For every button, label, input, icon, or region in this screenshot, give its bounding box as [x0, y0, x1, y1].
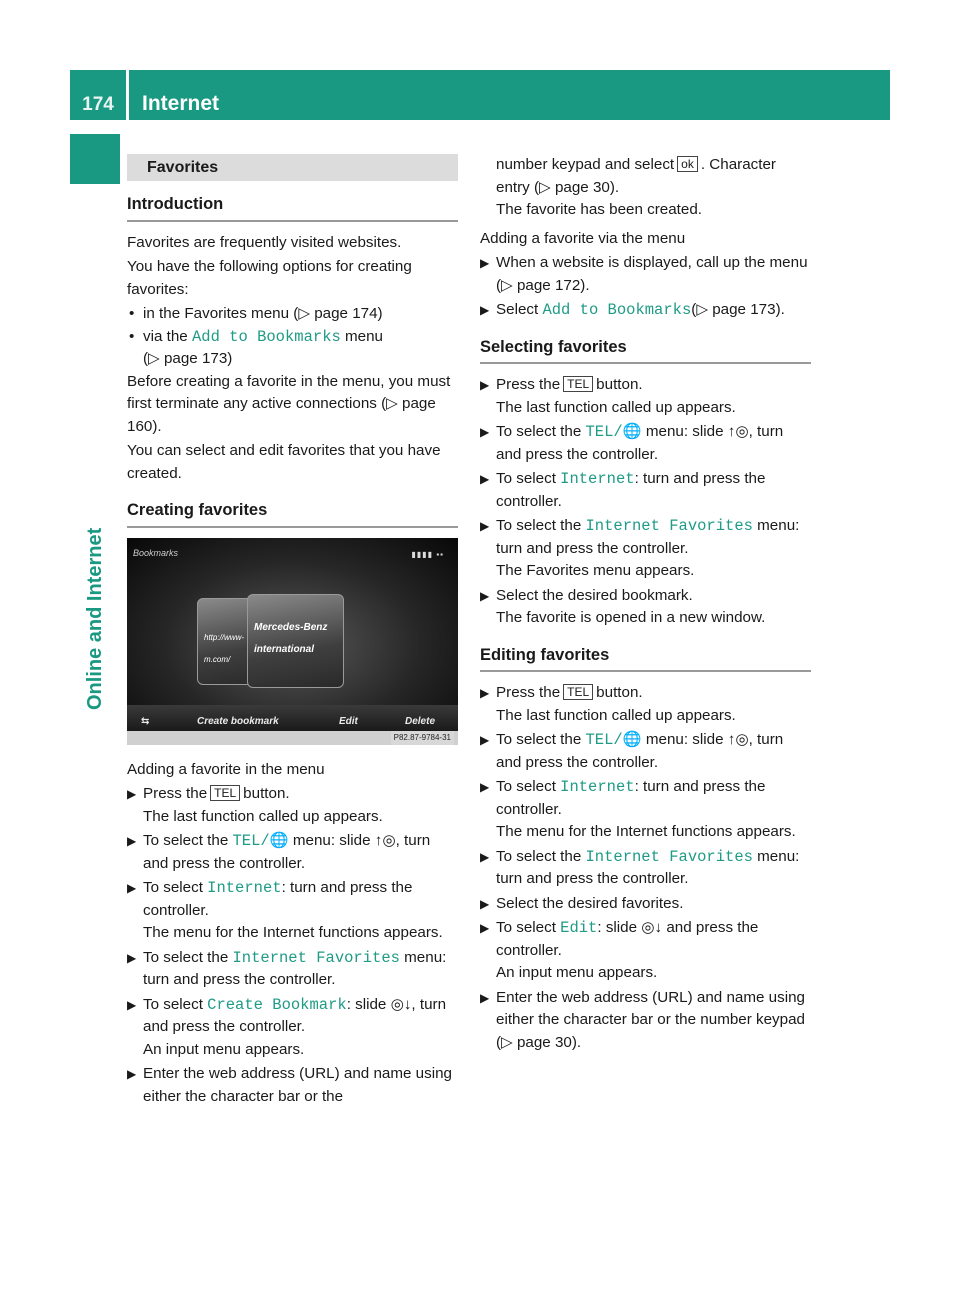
side-tab-marker	[70, 134, 120, 184]
step: ▶ Enter the web address (URL) and name using either the character bar or the	[127, 1065, 452, 1105]
intro-text: You can select and edit favorites that you have created.	[127, 442, 441, 482]
step: ▶ To select the TEL/🌐 menu: slide ↑◎, turn and press the controller.	[480, 423, 784, 463]
menu-code: Add to Bookmarks	[191, 327, 341, 346]
bullet-item: • via the Add to Bookmarks menu (▷ page 173)	[127, 326, 458, 371]
step-continued: number keypad and select ok . Character entry (▷ page 30). The favorite has been created.	[496, 156, 776, 218]
step: ▶ To select Internet: turn and press the controller. The menu for the Internet functions appears.	[127, 879, 443, 941]
create-bookmark-item: Create bookmark	[197, 715, 279, 727]
step: ▶ Enter the web address (URL) and name using either the character bar or the number keypad (▷ page 30).	[480, 988, 805, 1051]
globe-icon: 🌐	[269, 832, 289, 849]
creating-heading: Creating favorites	[127, 499, 458, 528]
left-column	[127, 154, 458, 1110]
tel-key-icon: TEL	[210, 785, 240, 801]
bullet-item: • in the Favorites menu (▷ page 174)	[127, 303, 458, 326]
display-screen	[127, 538, 458, 731]
display-title: Bookmarks	[133, 547, 179, 558]
intro-text: Before creating a favorite in the menu, you must first terminate any active connections (▷ page 160).	[127, 372, 451, 435]
intro-text: You have the following options for creating favorites:	[127, 258, 412, 298]
page-title: Internet	[142, 92, 220, 115]
step: ▶ To select the Internet Favorites menu: turn and press the controller. The Favorites menu appears.	[480, 517, 800, 579]
step: ▶ To select the Internet Favorites menu: turn and press the controller.	[127, 948, 447, 988]
display-menubar	[127, 705, 458, 731]
step: ▶ Select the desired bookmark. The favorite is opened in a new window.	[480, 586, 766, 626]
intro-heading: Introduction	[127, 193, 458, 222]
page-number: 174	[82, 94, 114, 115]
bookmark-card-selected: Mercedes-Benz international	[247, 594, 344, 688]
globe-icon: 🌐	[622, 731, 642, 748]
tel-key-icon: TEL	[563, 376, 593, 392]
edit-item: Edit	[339, 715, 358, 727]
step: ▶ To select the TEL/🌐 menu: slide ↑◎, turn and press the controller.	[480, 731, 784, 771]
delete-item: Delete	[405, 715, 436, 727]
section-title: Favorites	[127, 154, 458, 181]
step: ▶ Press the TEL button. The last function called up appears.	[480, 376, 736, 416]
step: ▶ Select the desired favorites.	[480, 894, 684, 912]
step: ▶ Press the TEL button. The last function called up appears.	[127, 785, 383, 825]
ok-key-icon: ok	[677, 156, 698, 172]
chapter-label: Online and Internet	[84, 527, 106, 710]
right-column	[480, 154, 811, 1056]
step: ▶ To select Edit: slide ◎↓ and press the controller. An input menu appears.	[480, 919, 759, 981]
step: ▶ Press the TEL button. The last function called up appears.	[480, 684, 736, 724]
back-icon: ⇆	[141, 715, 150, 727]
screenshot-figure	[127, 538, 458, 745]
intro-text: Favorites are frequently visited websites.	[127, 233, 402, 251]
selecting-heading: Selecting favorites	[480, 336, 811, 365]
step: ▶ To select the TEL/🌐 menu: slide ↑◎, turn and press the controller.	[127, 832, 431, 872]
tel-key-icon: TEL	[563, 684, 593, 700]
header-separator	[126, 70, 129, 120]
procedure-heading: Adding a favorite in the menu	[127, 760, 325, 778]
figure-code: P82.87-9784-31	[391, 731, 454, 745]
step: ▶ When a website is displayed, call up the menu (▷ page 172).	[480, 254, 808, 294]
globe-icon: 🌐	[622, 423, 642, 440]
step: ▶ To select the Internet Favorites menu: turn and press the controller.	[480, 847, 800, 887]
page-header	[70, 70, 890, 120]
editing-heading: Editing favorites	[480, 644, 811, 673]
page-ref: (▷ page 173)	[143, 350, 233, 367]
signal-icon: ▮▮▮▮ ▪▪	[411, 549, 444, 559]
display-topbar	[127, 538, 458, 560]
step: ▶ To select Internet: turn and press the controller.	[480, 470, 766, 510]
step: ▶ To select Internet: turn and press the controller. The menu for the Internet functions appears.	[480, 778, 796, 840]
step: ▶ To select Create Bookmark: slide ◎↓, turn and press the controller. An input menu appears.	[127, 995, 447, 1058]
step: ▶ Select Add to Bookmarks(▷ page 173).	[480, 301, 785, 319]
procedure-heading: Adding a favorite via the menu	[480, 229, 686, 247]
bookmark-card: http://www-m.com/	[197, 598, 269, 685]
